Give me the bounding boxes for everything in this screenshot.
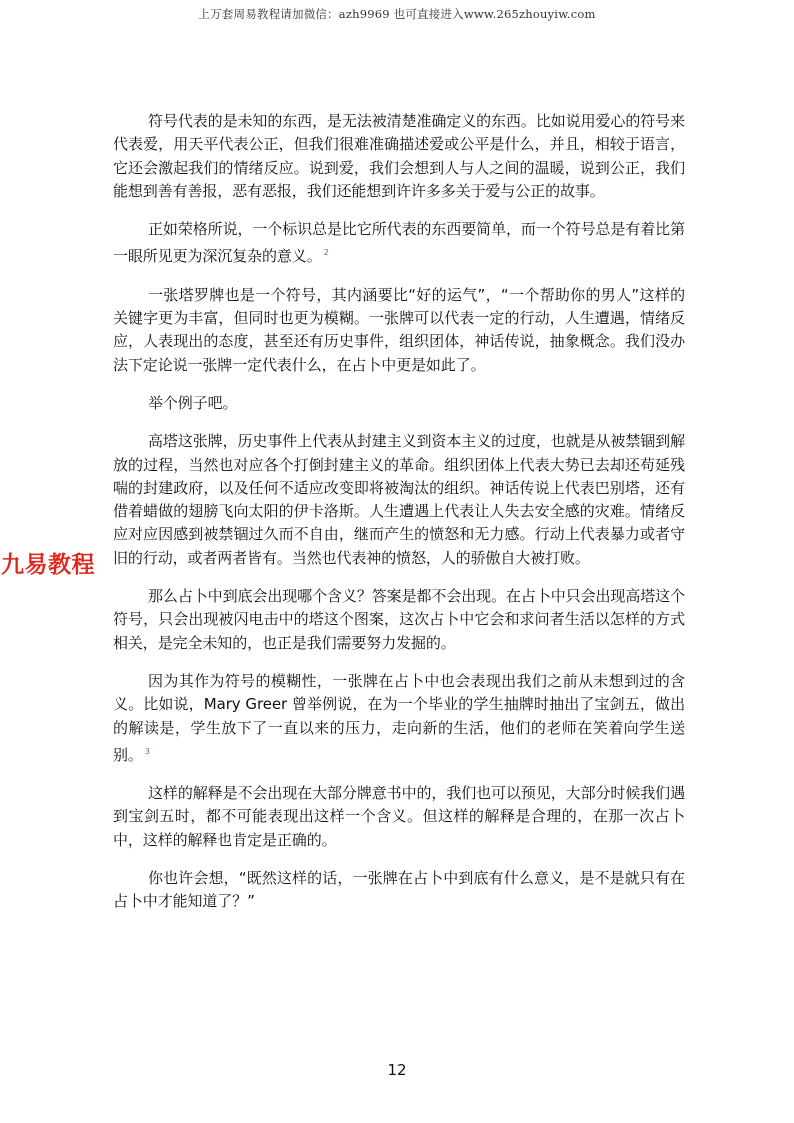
paragraph-text: 举个例子吧。: [148, 393, 238, 412]
page-number: 12: [387, 1061, 407, 1079]
paragraph-text: 符号代表的是未知的东西，是无法被清楚准确定义的东西。比如说用爱心的符号来代表爱，用天平代表公正，但我们很难准确描述爱或公平是什么，并且，相较于语言，它还会激起我们的情绪反应。说到爱，我们会想到人与人之间的温暖，说到公正，我们能想到善有善报，恶有恶报，我们还能想到许许多多关于爱与公正的故事。: [113, 112, 685, 200]
watermark-label: 九易教程: [1, 552, 95, 578]
paragraph-text: 正如荣格所说，一个标识总是比它所代表的东西要简单，而一个符号总是有着比第一眼所见更为深沉复杂的意义。: [113, 220, 685, 266]
paragraph-text: 高塔这张牌，历史事件上代表从封建主义到资本主义的过度，也就是从被禁锢到解放的过程，当然也对应各个打倒封建主义的革命。组织团体上代表大势已去却还苟延残喘的封建政府，以及任何不适应改变即将被淘汰的组织。神话传说上代表巴别塔，还有借着蜡做的翅膀飞向太阳的伊卡洛斯。人生遭遇上代表让人失去安全感的灾难。情绪反应对应因感到被禁锢过久而不自由，继而产生的愤怒和无力感。行动上代表暴力或者守旧的行动，或者两者皆有。当然也代表神的愤怒，人的骄傲自大被打败。: [113, 432, 685, 567]
paragraph-text: 一张塔罗牌也是一个符号，其内涵要比“好的运气”，“一个帮助你的男人”这样的关键字更为丰富，但同时也更为模糊。一张牌可以代表一定的行动，人生遭遇，情绪反应，人表现出的态度，甚至还有历史事件，组织团体，神话传说，抽象概念。我们没办法下定论说一张牌一定代表什么，在占卜中更是如此了。: [113, 285, 685, 374]
paragraph-text: 因为其作为符号的模糊性，一张牌在占卜中也会表现出我们之前从未想到过的含义。比如说，Mary Greer 曾举例说，在为一个毕业的学生抽牌时抽出了宝剑五，做出的解读是，学生放下了一直以来的压力，走向新的生活，他们的老师在笑着向学生送别。: [113, 671, 685, 764]
paragraph-text: 这样的解释是不会出现在大部分牌意书中的，我们也可以预见，大部分时候我们遇到宝剑五时，都不可能表现出这样一个含义。但这样的解释是合理的，在那一次占卜中，这样的解释也肯定是正确的。: [113, 784, 685, 849]
paragraph-example-intro: [113, 392, 685, 415]
footnote-ref[interactable]: 2: [323, 248, 329, 258]
paragraph-question: [113, 867, 685, 914]
paragraph-text: 你也许会想，“既然这样的话，一张牌在占卜中到底有什么意义，是不是就只有在占卜中才能知道了？”: [113, 869, 685, 911]
paragraph-tarot-symbol: [113, 284, 685, 377]
paragraph-symbol-definition: [113, 110, 685, 203]
footnote-ref[interactable]: 3: [144, 746, 150, 756]
paragraph-interpretation: [113, 782, 685, 852]
paragraph-text: 那么占卜中到底会出现哪个含义？答案是都不会出现。在占卜中只会出现高塔这个符号，只会出现被闪电击中的塔这个图案，这次占卜中它会和求问者生活以怎样的方式相关，是完全未知的，也正是我们需要努力发掘的。: [113, 587, 685, 652]
paragraph-jung-quote: [113, 218, 685, 269]
page-header: 上万套周易教程请加微信：azh9969 也可直接进入www.265zhouyiw.com: [198, 7, 596, 21]
paragraph-tower-card: [113, 430, 685, 570]
paragraph-divination-meaning: [113, 585, 685, 655]
paragraph-mary-greer-example: [113, 670, 685, 767]
article-body: [113, 110, 685, 929]
